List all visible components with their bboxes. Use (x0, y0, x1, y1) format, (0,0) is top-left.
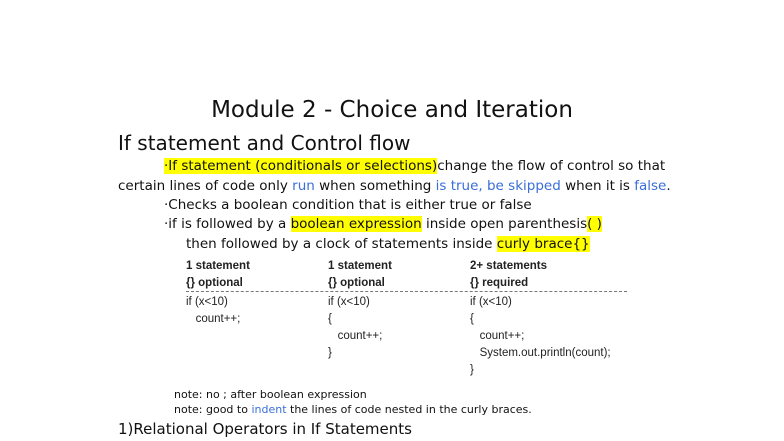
bullet-line-2 (118, 176, 671, 196)
text-segment: then followed by a clock of statements inside (186, 236, 497, 252)
code-line: } (470, 364, 474, 376)
highlight-if-statement: If statement (conditionals or selections) (168, 158, 438, 174)
column-heading: 1 statement (328, 260, 392, 272)
code-line: count++; (328, 330, 383, 342)
code-column-1 (186, 258, 250, 328)
bullet-line-3: ·Checks a boolean condition that is either true or false (164, 197, 532, 213)
text-segment: note: good to (174, 403, 252, 416)
code-column-3 (470, 258, 611, 379)
text-segment: . (666, 178, 671, 194)
column-heading: 2+ statements (470, 260, 548, 272)
keyword-false: false (634, 178, 667, 194)
column-subheading: {} required (470, 277, 529, 289)
code-column-2 (328, 258, 392, 362)
keyword-run: run (292, 178, 315, 194)
text-segment: change the flow of control so that (437, 158, 666, 174)
highlight-boolean-expression: boolean expression (290, 216, 422, 232)
code-line: count++; (470, 330, 525, 342)
note-1: note: no ; after boolean expression (174, 388, 367, 401)
code-line: { (470, 313, 474, 325)
code-line: if (x<10) (328, 296, 370, 308)
text-segment: certain lines of code only (118, 178, 293, 194)
bullet-line-5 (186, 234, 590, 254)
text-segment: ·if is followed by a (164, 216, 291, 232)
slide-title: Module 2 - Choice and Iteration (211, 97, 573, 123)
code-line: count++; (186, 313, 241, 325)
column-subheading: {} optional (186, 277, 243, 289)
note-2 (174, 402, 532, 417)
highlight-curly-brace: curly brace{} (496, 236, 590, 252)
section-heading-relational-operators: 1)Relational Operators in If Statements (118, 420, 412, 438)
column-subheading: {} optional (328, 277, 385, 289)
highlight-parenthesis: ( ) (587, 216, 602, 232)
bullet-dot: · (164, 158, 169, 174)
keyword-indent: indent (251, 403, 287, 416)
code-line: } (328, 347, 332, 359)
text-segment: when something (314, 178, 436, 194)
code-line: if (x<10) (470, 296, 512, 308)
dashed-divider (186, 291, 627, 292)
bullet-line-1 (164, 156, 665, 176)
text-segment: the lines of code nested in the curly braces. (286, 403, 532, 416)
slide-subtitle: If statement and Control flow (118, 131, 411, 155)
column-heading: 1 statement (186, 260, 250, 272)
text-segment: inside open parenthesis (421, 216, 588, 232)
code-line: { (328, 313, 332, 325)
code-line: if (x<10) (186, 296, 228, 308)
keyword-true-skipped: is true, be skipped (435, 178, 561, 194)
text-segment: when it is (560, 178, 635, 194)
code-line: System.out.println(count); (470, 347, 611, 359)
bullet-line-4 (164, 214, 602, 234)
